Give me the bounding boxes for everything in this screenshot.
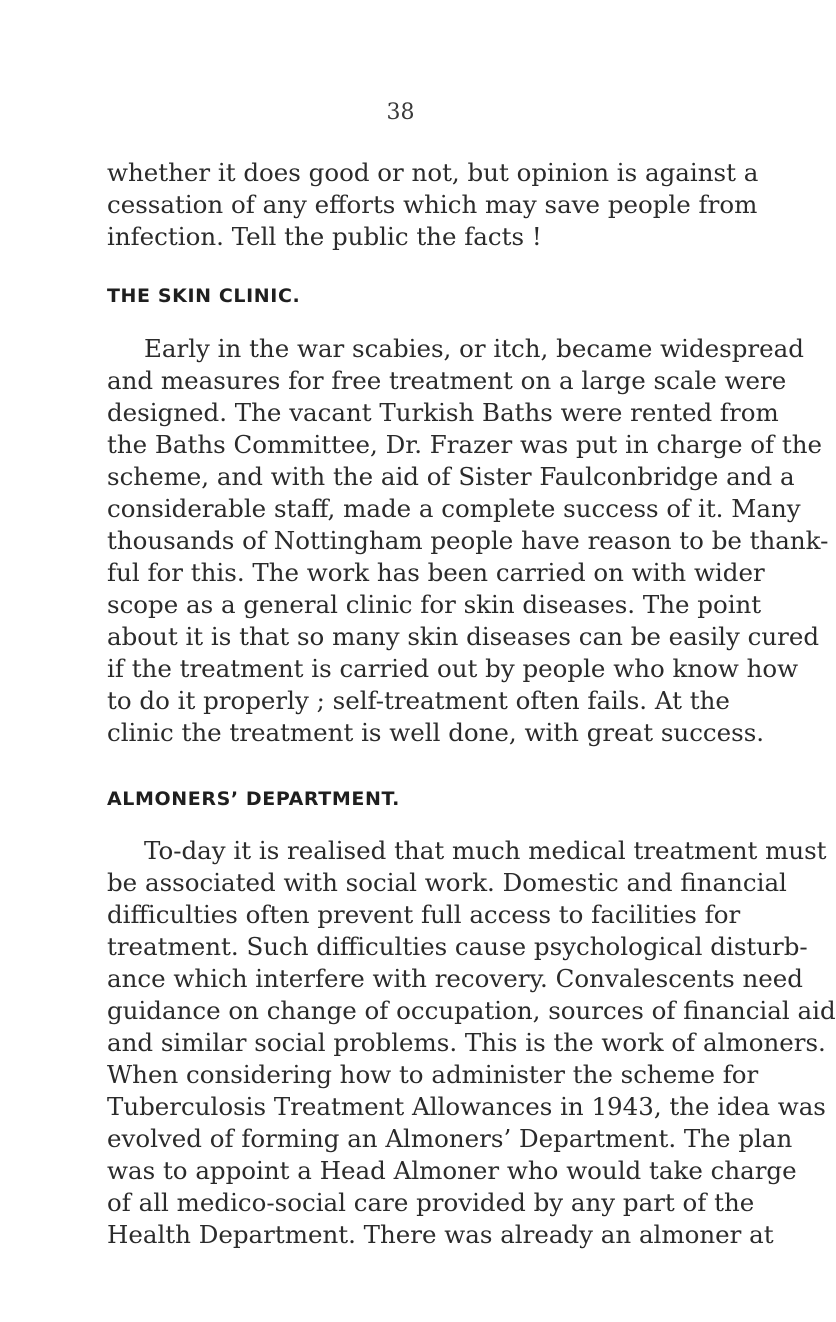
- skin-clinic-line-2: and measures for free treatment on a large scale were: [107, 366, 787, 395]
- skin-clinic-line-5: scheme, and with the aid of Sister Faulconbridge and a: [107, 462, 795, 491]
- almoners-line-6: guidance on change of occupation, sources of financial aid: [107, 996, 836, 1025]
- section-heading-almoners: ALMONERS’ DEPARTMENT.: [107, 788, 400, 810]
- almoners-line-11: was to appoint a Head Almoner who would take charge: [107, 1156, 797, 1185]
- skin-clinic-line-3: designed. The vacant Turkish Baths were rented from: [107, 398, 779, 427]
- almoners-line-10: evolved of forming an Almoners’ Department. The plan: [107, 1124, 793, 1153]
- section-heading-skin-clinic: THE SKIN CLINIC.: [107, 285, 301, 307]
- skin-clinic-line-9: scope as a general clinic for skin diseases. The point: [107, 590, 762, 619]
- skin-clinic-line-10: about it is that so many skin diseases can be easily cured: [107, 622, 820, 651]
- skin-clinic-line-13: clinic the treatment is well done, with great success.: [107, 718, 765, 747]
- skin-clinic-line-7: thousands of Nottingham people have reason to be thank-: [107, 526, 829, 555]
- skin-clinic-line-8: ful for this. The work has been carried on with wider: [107, 558, 765, 587]
- almoners-line-12: of all medico-social care provided by any part of the: [107, 1188, 755, 1217]
- skin-clinic-line-12: to do it properly ; self-treatment often fails. At the: [107, 686, 730, 715]
- almoners-line-5: ance which interfere with recovery. Convalescents need: [107, 964, 803, 993]
- intro-line-2: cessation of any efforts which may save people from: [107, 190, 758, 219]
- almoners-line-8: When considering how to administer the scheme for: [107, 1060, 759, 1089]
- skin-clinic-line-1: Early in the war scabies, or itch, became widespread: [144, 334, 804, 363]
- skin-clinic-line-11: if the treatment is carried out by people who know how: [107, 654, 799, 683]
- intro-line-1: whether it does good or not, but opinion is against a: [107, 158, 759, 187]
- skin-clinic-line-6: considerable staff, made a complete success of it. Many: [107, 494, 801, 523]
- almoners-line-13: Health Department. There was already an almoner at: [107, 1220, 774, 1249]
- almoners-line-2: be associated with social work. Domestic and financial: [107, 868, 787, 897]
- intro-line-3: infection. Tell the public the facts !: [107, 222, 542, 251]
- almoners-line-3: difficulties often prevent full access to facilities for: [107, 900, 741, 929]
- almoners-line-1: To-day it is realised that much medical treatment must: [144, 836, 827, 865]
- almoners-line-9: Tuberculosis Treatment Allowances in 1943, the idea was: [107, 1092, 826, 1121]
- page-number: 38: [386, 100, 415, 125]
- almoners-line-7: and similar social problems. This is the work of almoners.: [107, 1028, 826, 1057]
- almoners-line-4: treatment. Such difficulties cause psychological disturb-: [107, 932, 808, 961]
- skin-clinic-line-4: the Baths Committee, Dr. Frazer was put in charge of the: [107, 430, 822, 459]
